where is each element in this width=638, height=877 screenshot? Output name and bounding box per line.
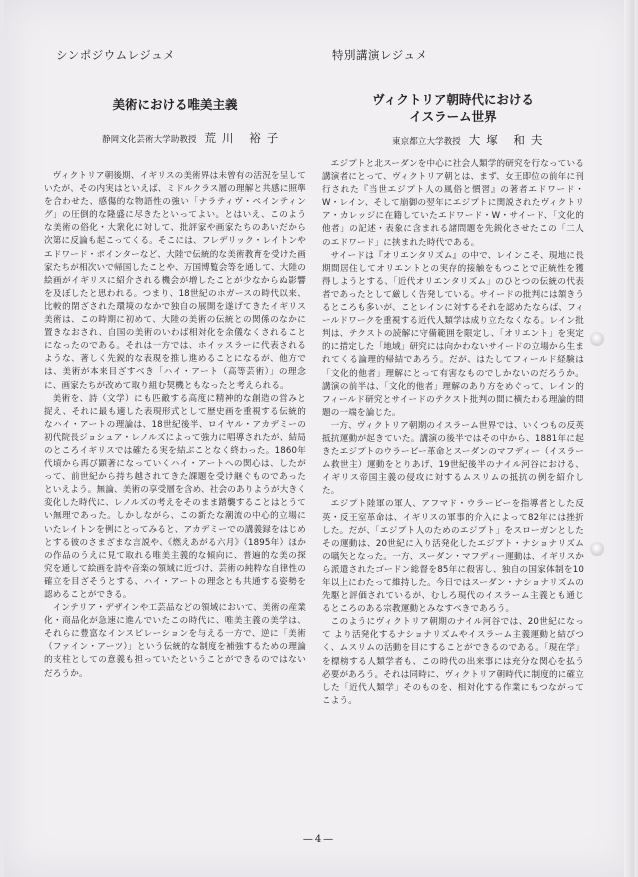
section-label: シンポジウムレジュメ [56, 48, 176, 62]
body-paragraph: インテリア・デザインや工芸品などの領域において、美術の産業化・商品化が急速に進んでいたこの時代に、唯美主義の美学は、それらに豊富なインスピレーションを与える一方で、逆に「美術（ファイン・アーツ）」という伝統的な制度を補強するための理論的支柱としての意義も担っていたということができるのではないだろうか。 [44, 603, 306, 679]
body-paragraph: エジプトと北スーダンを中心に社会人類学的研究を行なっている講演者にとって、ヴィクトリア朝とは、まず、女王即位の前年に刊行された『当世エジプト人の風俗と慣習』の著者エドワード・W・レイン、そして崩御の翌年にエジプトに関説されたヴィクトリア・カレッジに在籍していたエドワード・W・サイード、「文化的他者」の記述・表象に含まれる諸問題を先鋭化させたこの「二人のエドワード」に挟まれた時代である。 [322, 159, 584, 248]
document-page [4, 0, 634, 877]
author-name: 大塚 和夫 [468, 133, 549, 147]
punch-hole-icon [590, 332, 604, 346]
body-paragraph: サイードは『オリエンタリズム』の中で、レインこそ、現地に長期間居住してオリエントとの実存的接触をもつことで正統性を獲得しようとする、「近代オリエンタリズム」のひとつの伝統の代表者であったとして厳しく告発している。サイードの批判には頷きうるところも多いが、ことレインに対するそれを認めたならば、フィールドワークを重視する近代人類学は成り立たなくなる。レイン批判は、テクストの読解に守備範囲を限定し、「オリエント」を実定的に措定した「地域」研究には向かわないサイードの立場から生まれてくる論理的帰結であろう。だが、はたしてフィールド経験は「文化的他者」理解にとって有害なものでしかないのだろうか。講演の前半は、「文化的他者」理解のあり方をめぐって、レイン的フィールド研究とサイードのテクスト批判の間に横たわる理論的問題の一端を論じた。 [322, 250, 584, 418]
article-title-line-2: イスラーム世界 [409, 109, 497, 124]
author-line [392, 132, 548, 148]
author-line [102, 130, 284, 146]
body-paragraph: エジプト陸軍の軍人、アフマド・ウラービーを指導者とした反英・反王室革命は、イギリスの軍事的介入によって82年には挫折した。だが、「エジプト人のためのエジプト」をスローガンとしたその運動は、20世紀に入り活発化したエジプト・ナショナリズムの嚆矢となった。一方、スーダン・マフディー運動は、イギリスから派遣されたゴードン総督を85年に殺害し、独自の国家体制を10年以上にわたって維持した。今日ではスーダン・ナショナリズムの先駆と評価されているが、むしろ現代のイスラーム主義とも通じるところのある宗教運動とみなすべきであろう。 [322, 499, 584, 615]
author-affiliation: 東京都立大学教授 [392, 137, 461, 147]
punch-hole-icon [590, 542, 604, 556]
article-body [44, 170, 306, 681]
author-affiliation: 静岡文化芸術大学助教授 [102, 135, 197, 145]
body-paragraph: ヴィクトリア朝後期、イギリスの美術界は未曾有の活況を呈していたが、その内実はといえば、ミドルクラス層の理解と共感に照準を合わせた、感傷的な物語性の強い「ナラティヴ・ペインティング」の圧倒的な隆盛に尽きたといってよい。とはいえ、このような美術の俗化・大衆化に対して、批評家や画家たちのあいだから次第に反論も起こってくる。そこには、フレデリック・レイトンやエドワード・ポインターなど、大陸で伝統的な美術教育を受けた画家たちが相次いで帰国したことや、万国博覧会等を通して、大陸の絵画がイギリスに紹介される機会が増したことが少なからぬ影響を及ぼしたと思われる。つまり、18世紀のホガースの時代以来、比較的閉ざされた環境のなかで独自の展開を遂げてきたイギリス美術は、この時期に初めて、大陸の美術の伝統との関係のなかに置きなおされ、自国の美術のいわば相対化を余儀なくされることになったのである。それは一方では、ホイッスラーに代表されるような、著しく先鋭的な表現を推し進めることになるが、他方では、美術が本来目ざすべき「ハイ・アート（高等芸術）」の理念に、画家たちが改めて取り組む契機ともなったと考えられる。 [44, 171, 306, 391]
article-title: 美術における唯美主義 [112, 97, 238, 112]
body-paragraph: このようにヴィクトリア朝期のナイル河谷では、20世紀になって より活発化するナショナリズムやイスラーム主義運動と結びつく、ムスリムの活動を目にすることができるのである。「現在学」を標榜する人類学者も、この時代の出来事には充分な関心を払う必要があろう。それは同時に、ヴィクトリア朝時代に制度的に確立した「近代人類学」そのものを、相対化する作業にもつながってこよう。 [322, 617, 584, 706]
body-paragraph: 美術を、詩（文学）にも匹敵する高度に精神的な創造の営みと捉え、それに最も適した表現形式として歴史画を重視する伝統的なハイ・アートの理論は、18世紀後半、ロイヤル・アカデミーの初代院長ジョシュア・レノルズによって強力に唱導されたが、結局のところイギリスでは確たる実を結ぶことなく終わった。1860年代頃から再び顕著になっていくハイ・アートへの関心は、したがって、前世紀から持ち越されてきた課題を受け継ぐものであったといえよう。無論、美術の享受層を含め、社会のありようが大きく変化した時代に、レノルズの考えをそのまま踏襲することはとうてい無理であった。しかしながら、この新たな潮流の中心的立場にいたレイトンを例にとってみると、アカデミーでの講義録をはじめとする彼のさまざまな言説や、《燃えあがる六月》（1895年）ほかの作品のうえに見て取れる唯美主義的な傾向に、普遍的な美の探究を通して絵画を詩や音楽の領域に近づけ、芸術の純粋な自律性の確立を目ざそうとする、ハイ・アートの理念とも共通する姿勢を認めることができる。 [44, 393, 306, 600]
body-paragraph: 一方、ヴィクトリア朝期のイスラーム世界では、いくつもの反英抵抗運動が起きていた。講演の後半ではその中から、1881年に起きたエジプトのウラービー革命とスーダンのマフディー（イスラーム救世主）運動をとりあげ、19世紀後半のナイル河谷における、イギリス帝国主義の侵攻に対するムスリムの抵抗の例を紹介した。 [322, 420, 584, 497]
author-name: 荒川 裕子 [204, 131, 285, 145]
page-edge-shadow [624, 0, 634, 877]
page-number: —4— [302, 834, 336, 845]
article-title-line-1: ヴィクトリア朝時代における [372, 92, 534, 107]
article-body [322, 158, 584, 708]
section-label: 特別講演レジュメ [332, 48, 428, 62]
